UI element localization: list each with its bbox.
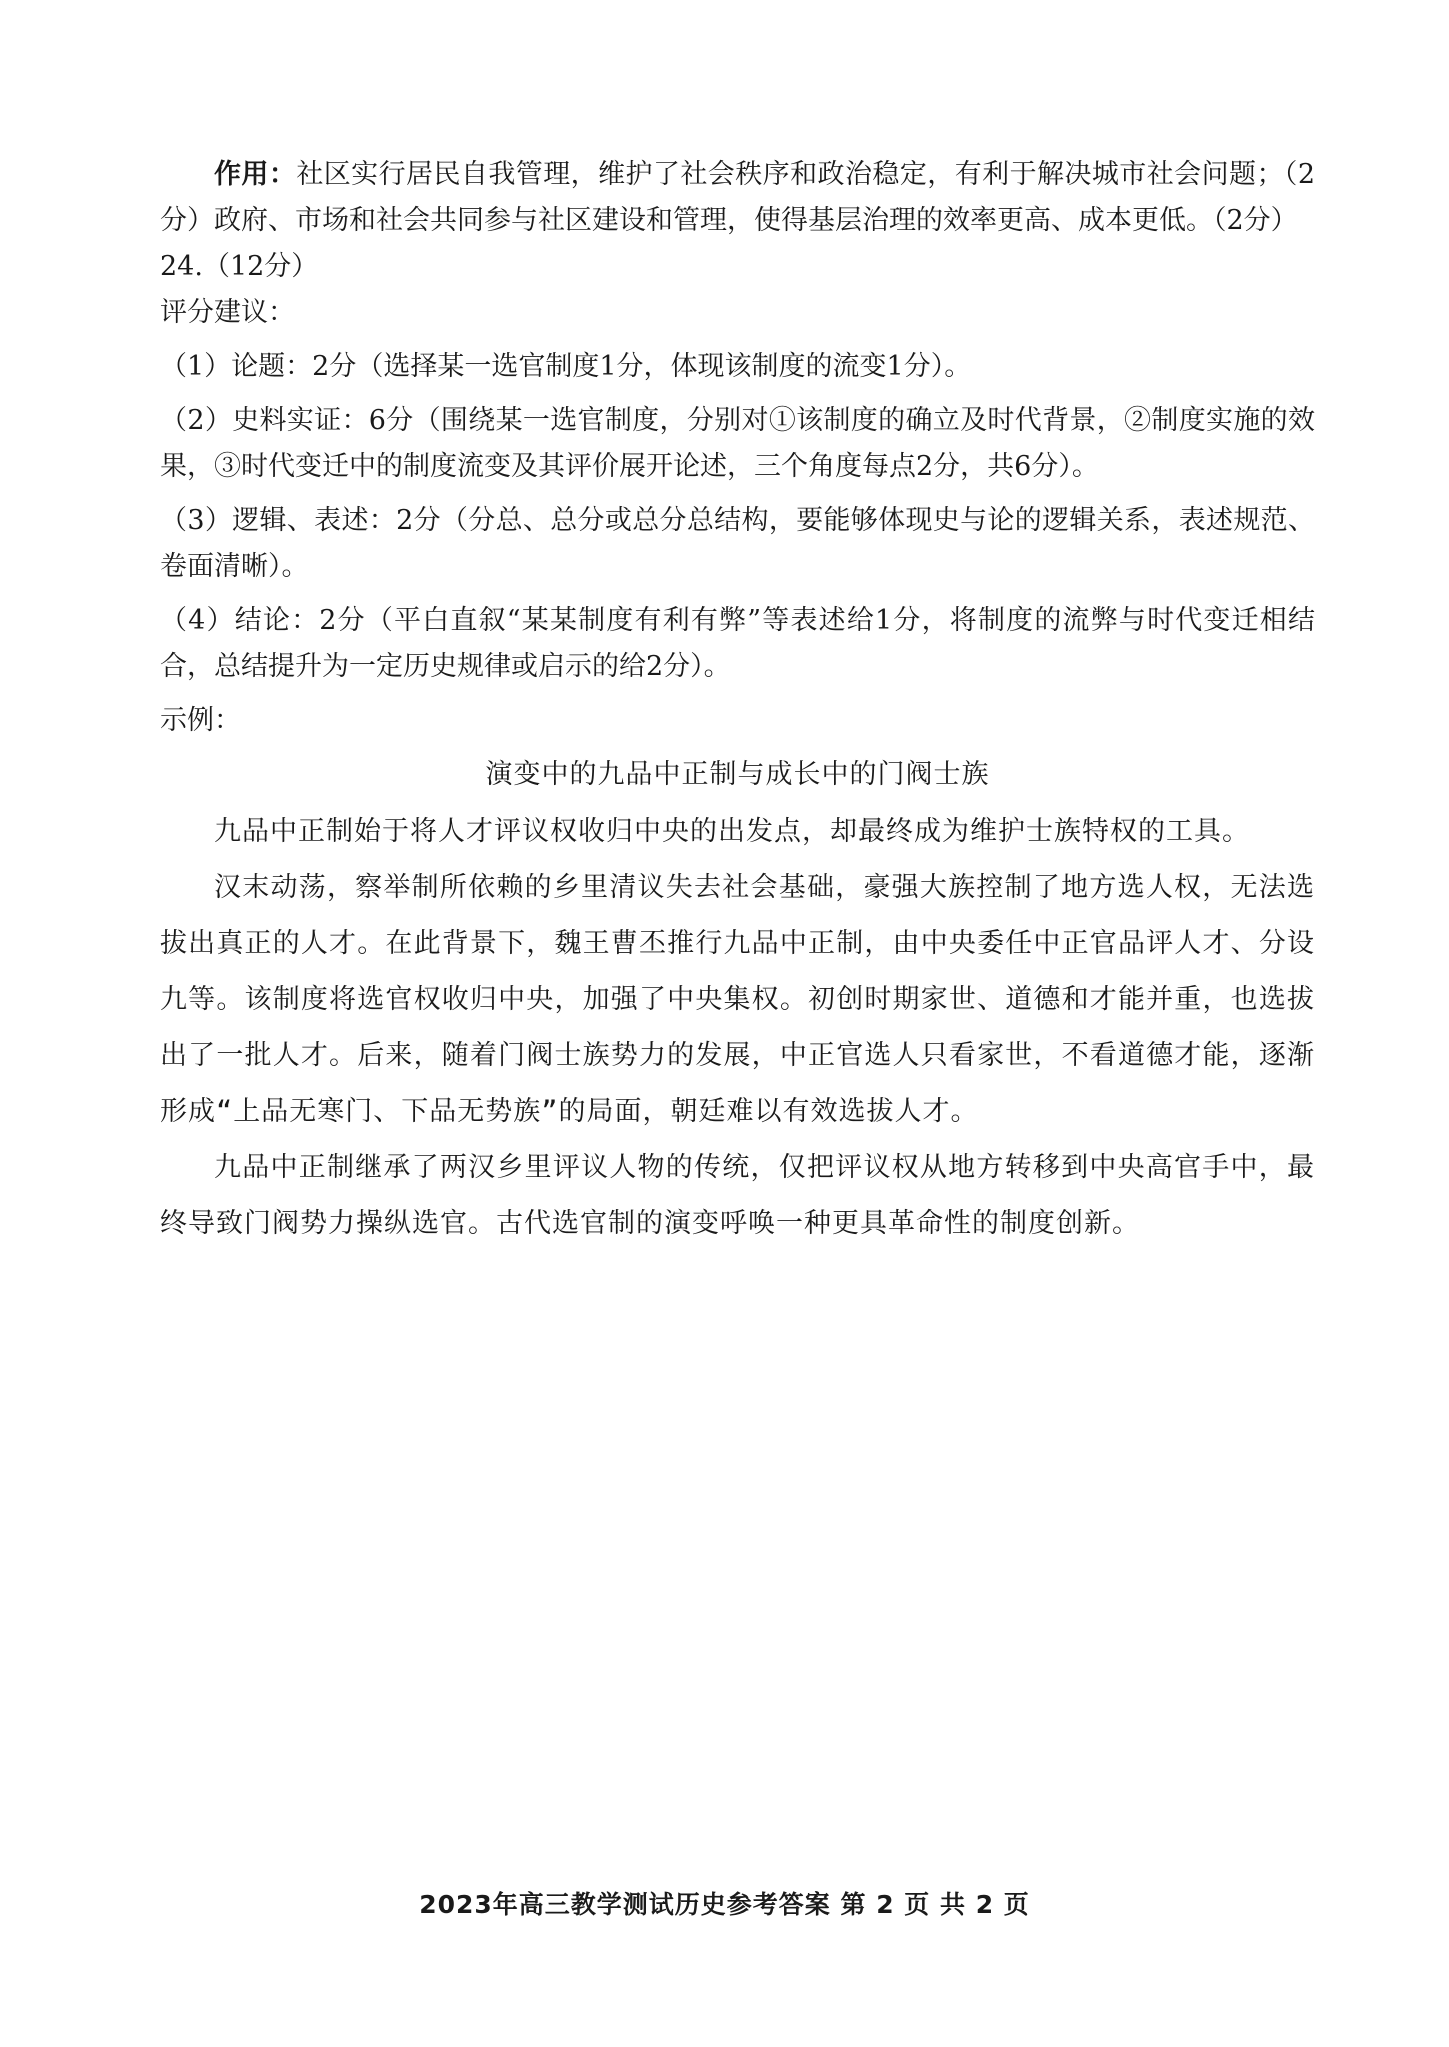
scoring-item-4: （4）结论：2分（平白直叙“某某制度有利有弊”等表述给1分，将制度的流弊与时代变迁相结合，总结提升为一定历史规律或启示的给2分）。 bbox=[160, 605, 1315, 682]
example-paragraph-1: 九品中正制始于将人才评议权收归中央的出发点，却最终成为维护士族特权的工具。 bbox=[214, 816, 1250, 847]
scoring-item-3: （3）逻辑、表述：2分（分总、总分或总分总结构，要能够体现史与论的逻辑关系，表述规范、卷面清晰）。 bbox=[160, 505, 1315, 582]
example-label: 示例： bbox=[160, 705, 241, 736]
answer-page bbox=[160, 152, 1315, 1252]
example-essay-title: 演变中的九品中正制与成长中的门阀士族 bbox=[485, 759, 990, 790]
effect-label: 作用： bbox=[214, 159, 297, 190]
effect-paragraph bbox=[160, 152, 1315, 244]
example-paragraph-3: 九品中正制继承了两汉乡里评议人物的传统，仅把评议权从地方转移到中央高官手中，最终导致门阀势力操纵选官。古代选官制的演变呼唤一种更具革命性的制度创新。 bbox=[160, 1152, 1315, 1239]
scoring-item-1: （1）论题：2分（选择某一选官制度1分，体现该制度的流变1分）。 bbox=[160, 351, 972, 382]
scoring-label: 评分建议： bbox=[160, 297, 295, 328]
question-24-heading: 24.（12分） bbox=[160, 251, 319, 282]
page-footer: 2023年高三教学测试历史参考答案 第 2 页 共 2 页 bbox=[419, 1890, 1030, 1919]
scoring-item-2: （2）史料实证：6分（围绕某一选官制度，分别对①该制度的确立及时代背景，②制度实施的效果，③时代变迁中的制度流变及其评价展开论述，三个角度每点2分，共6分）。 bbox=[160, 405, 1315, 482]
example-paragraph-2: 汉末动荡，察举制所依赖的乡里清议失去社会基础，豪强大族控制了地方选人权，无法选拔出真正的人才。在此背景下，魏王曹丕推行九品中正制，由中央委任中正官品评人才、分设九等。该制度将选官权收归中央，加强了中央集权。初创时期家世、道德和才能并重，也选拔出了一批人才。后来，随着门阀士族势力的发展，中正官选人只看家世，不看道德才能，逐渐形成“上品无寒门、下品无势族”的局面，朝廷难以有效选拔人才。 bbox=[160, 872, 1315, 1127]
effect-text: 社区实行居民自我管理，维护了社会秩序和政治稳定，有利于解决城市社会问题；（2分）政府、市场和社会共同参与社区建设和管理，使得基层治理的效率更高、成本更低。（2分） bbox=[160, 159, 1316, 236]
